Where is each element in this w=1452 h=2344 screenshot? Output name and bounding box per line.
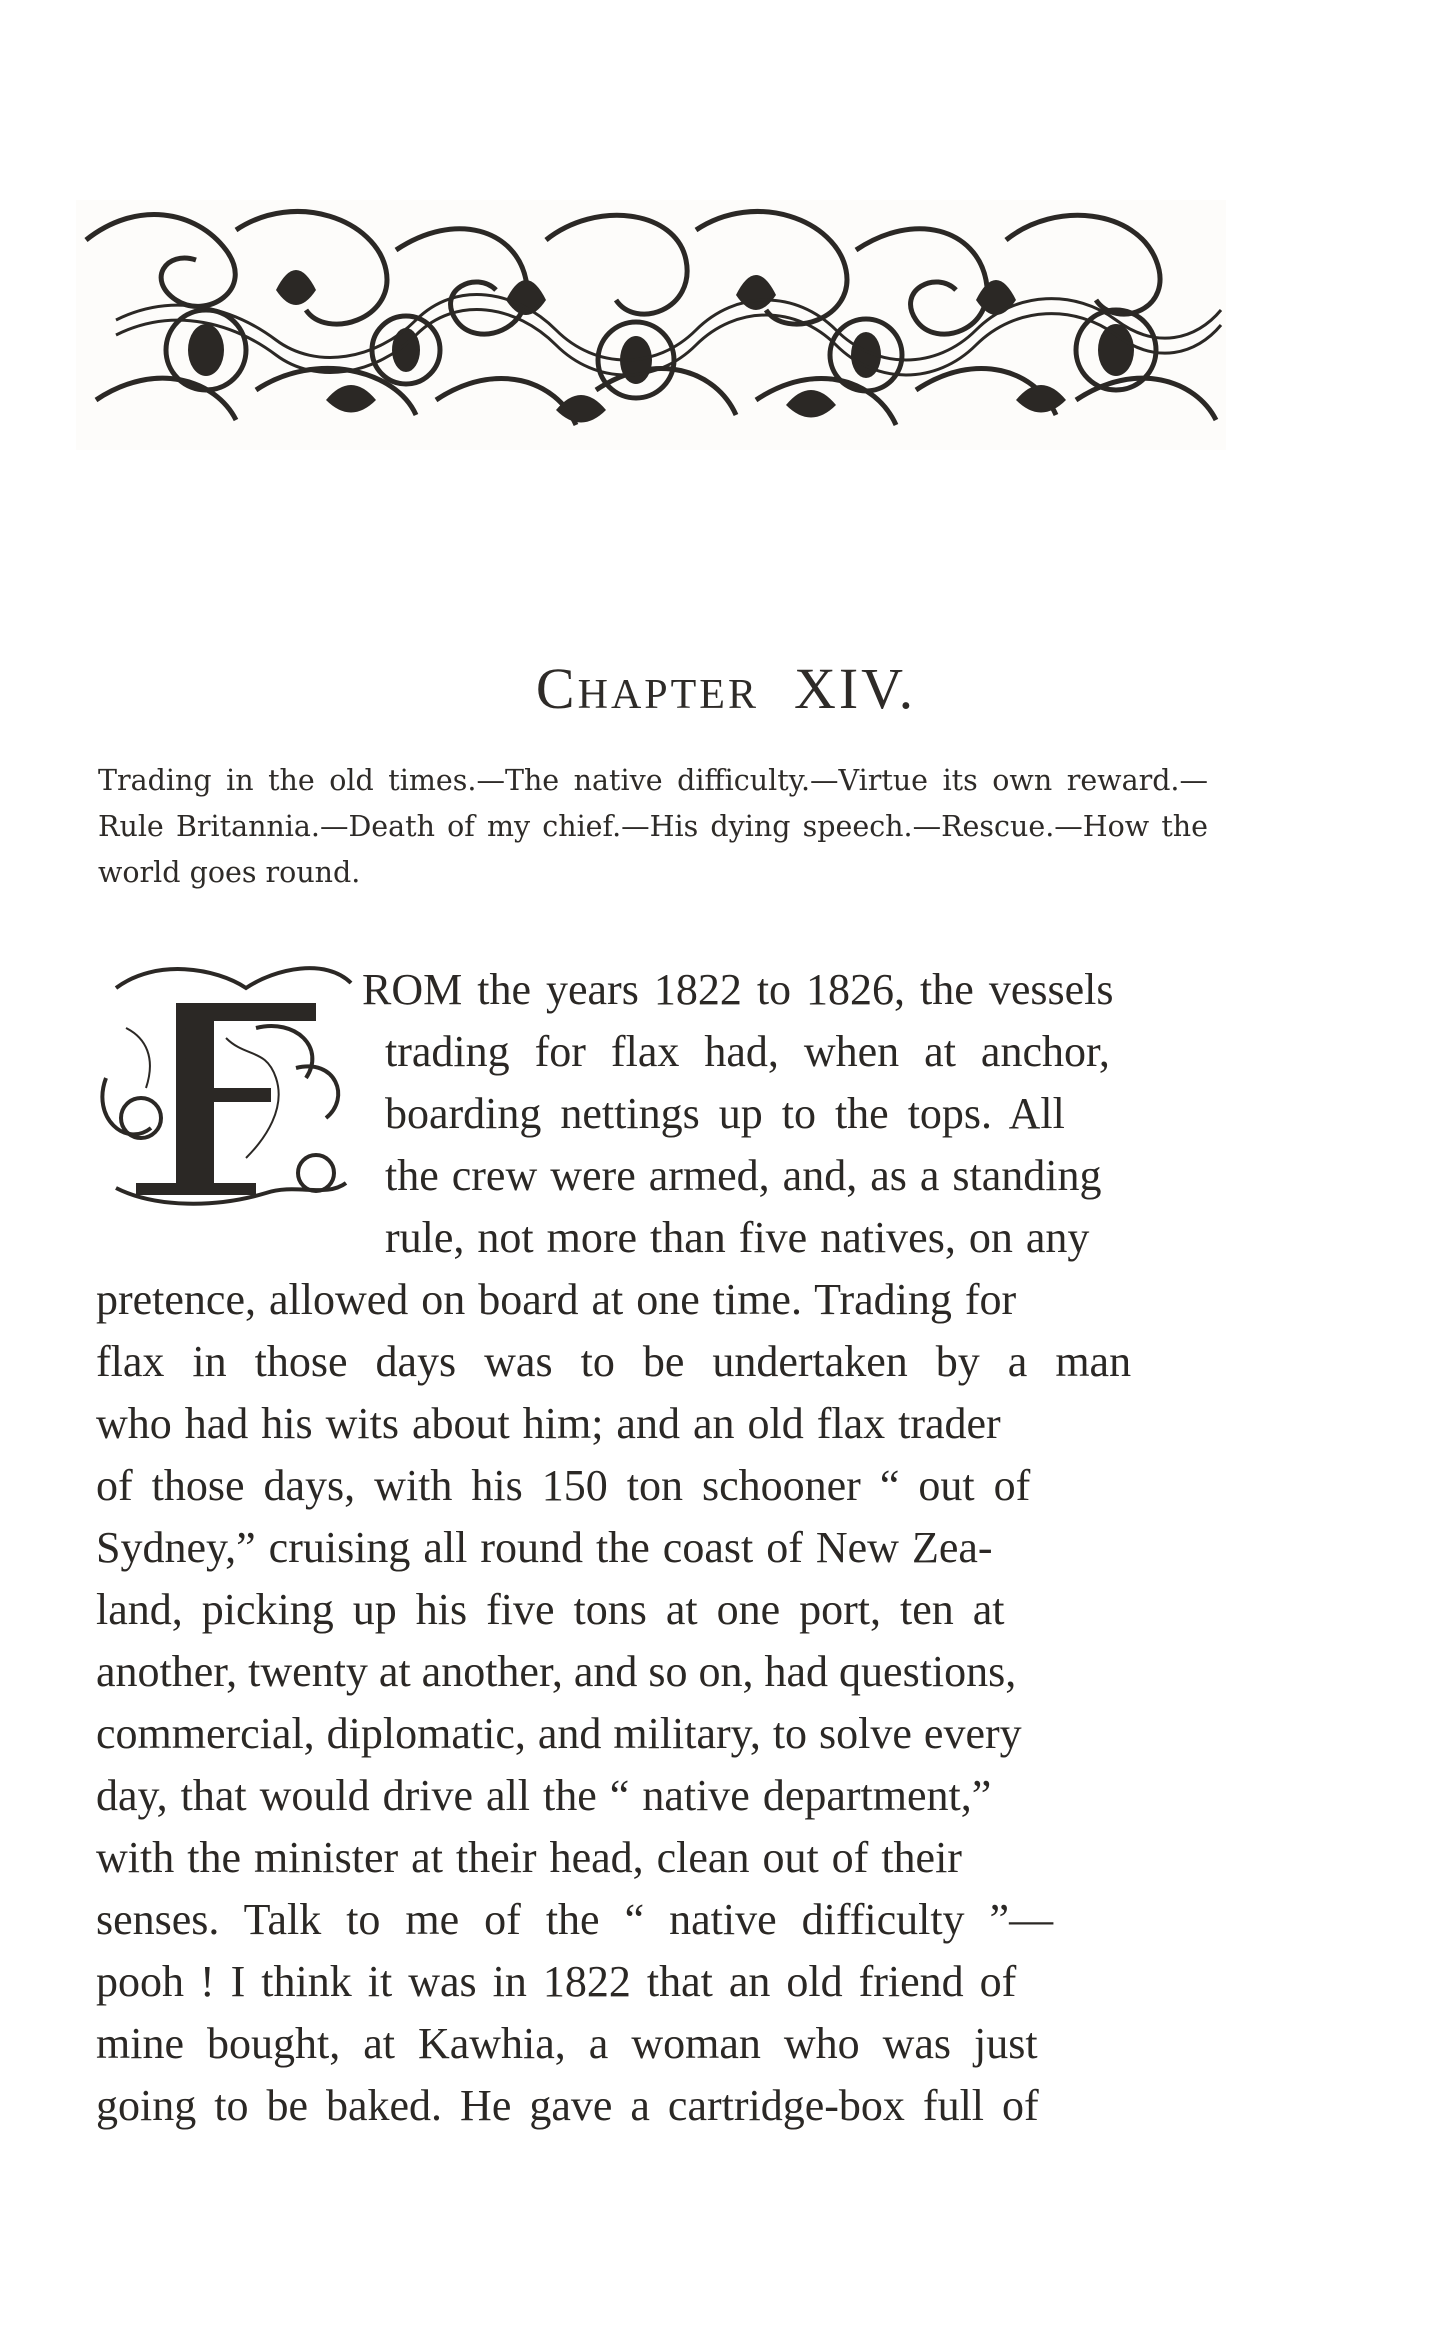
body-line-11: land, picking up his five tons at one port, ten at bbox=[96, 1585, 1005, 1634]
body-line-1: ROM the years 1822 to 1826, the vessels bbox=[362, 965, 1114, 1014]
body-line-7: flax in those days was to be undertaken by a man bbox=[96, 1337, 1132, 1386]
body-line-17: pooh ! I think it was in 1822 that an old friend of bbox=[96, 1957, 1017, 2006]
body-line-3: boarding nettings up to the tops. All bbox=[385, 1089, 1065, 1138]
chapter-title: CHAPTER XIV. bbox=[535, 656, 917, 721]
chapter-number: XIV. bbox=[793, 656, 917, 721]
body-line-19: going to be baked. He gave a cartridge-box full of bbox=[96, 2081, 1039, 2130]
body-line-15: with the minister at their head, clean out of their bbox=[96, 1833, 962, 1882]
body-line-14: day, that would drive all the “ native department,” bbox=[96, 1771, 992, 1820]
body-line-8: who had his wits about him; and an old flax trader bbox=[96, 1399, 1001, 1448]
body-line-6: pretence, allowed on board at one time. Trading for bbox=[96, 1275, 1017, 1324]
body-line-16: senses. Talk to me of the “ native difficulty ”— bbox=[96, 1895, 1054, 1944]
body-line-4: the crew were armed, and, as a standing bbox=[385, 1151, 1102, 1200]
body-line-5: rule, not more than five natives, on any bbox=[385, 1213, 1090, 1262]
body-line-12: another, twenty at another, and so on, had questions, bbox=[96, 1647, 1017, 1696]
chapter-synopsis: Trading in the old times.—The native difficulty.—Virtue its own reward.—Rule Britannia.—Death of my chief.—His dying speech.—Rescue.—How the world goes round. bbox=[98, 764, 1208, 889]
body-line-2: trading for flax had, when at anchor, bbox=[385, 1027, 1110, 1076]
body-line-9: of those days, with his 150 ton schooner “ out of bbox=[96, 1461, 1031, 1510]
drop-cap-f bbox=[96, 958, 358, 1228]
ornamental-headpiece bbox=[76, 200, 1226, 450]
body-line-18: mine bought, at Kawhia, a woman who was just bbox=[96, 2019, 1038, 2068]
body-line-13: commercial, diplomatic, and military, to solve every bbox=[96, 1709, 1022, 1758]
body-line-10: Sydney,” cruising all round the coast of New Zea- bbox=[96, 1523, 993, 1572]
